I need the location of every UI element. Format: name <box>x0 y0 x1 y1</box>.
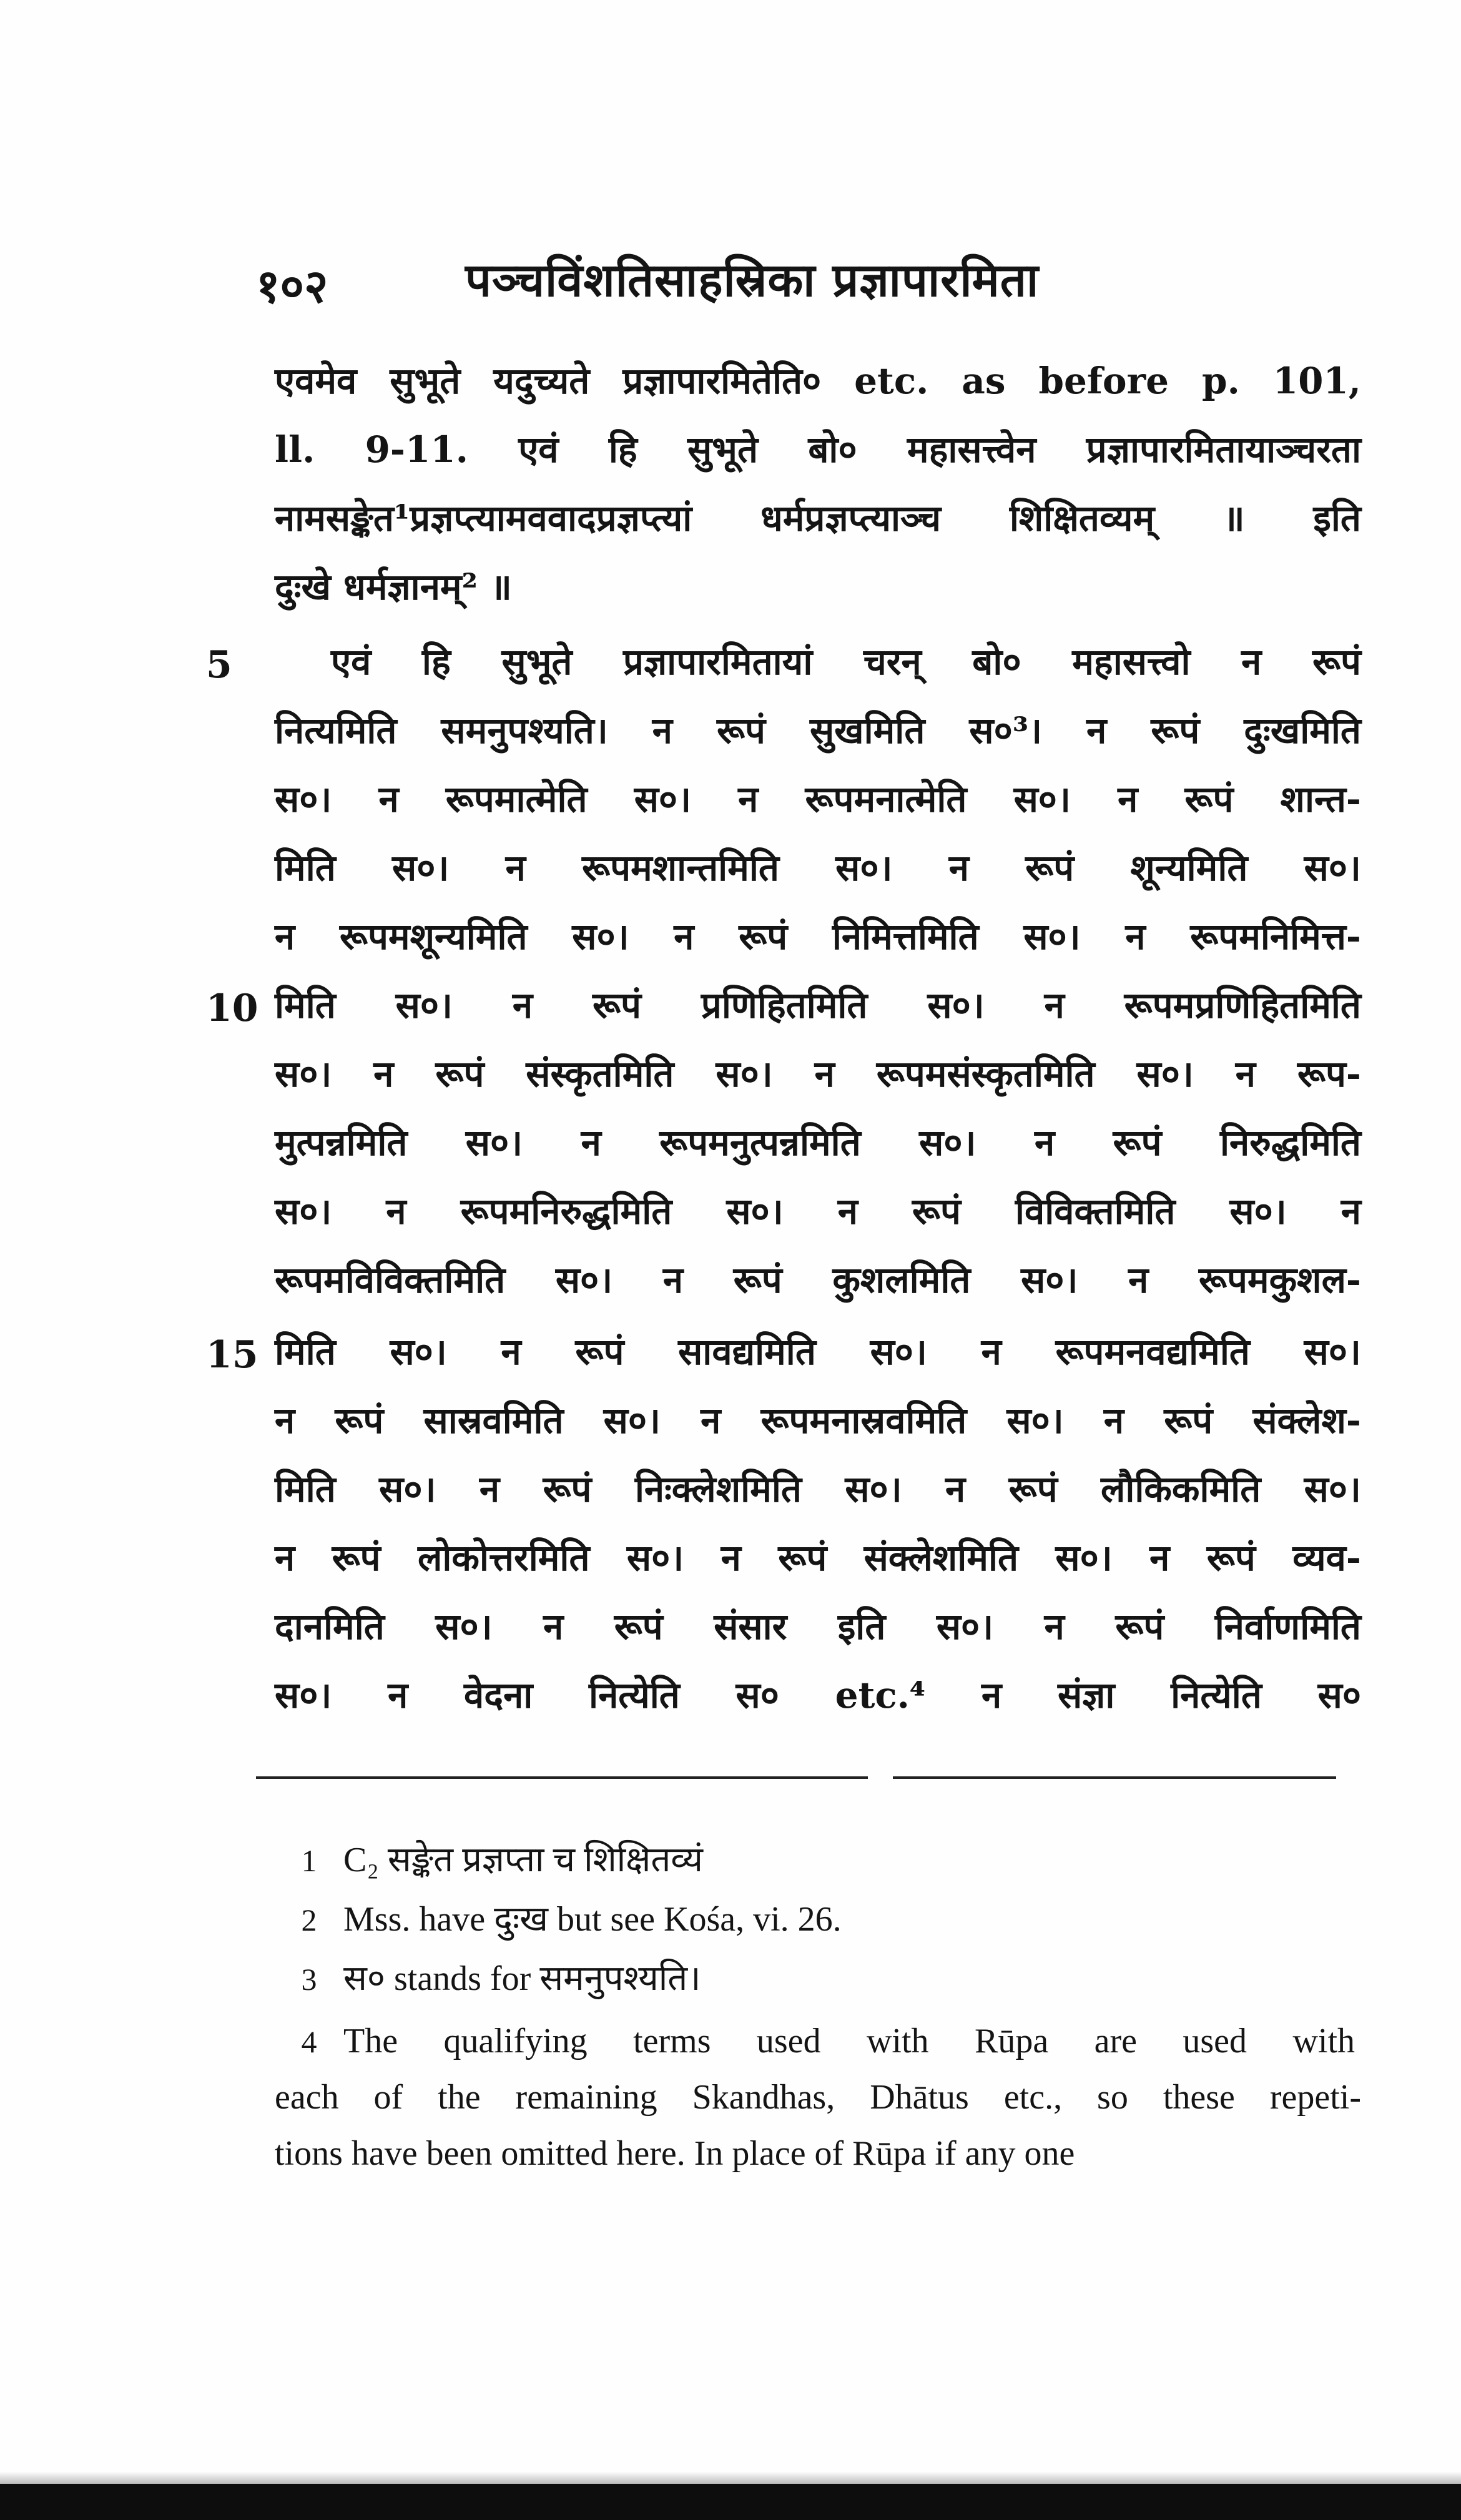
text-line: स०। न वेदना नित्येति स० etc.⁴ न संज्ञा नित्येति स० <box>275 1674 1361 1716</box>
text-line: रूपमविविक्तमिति स०। न रूपं कुशलमिति स०। न रूपमकुशल- <box>275 1259 1361 1301</box>
running-title: पञ्चविंशतिसाहस्रिका प्रज्ञापारमिता <box>465 253 1040 307</box>
text-line: नित्यमिति समनुपश्यति। न रूपं सुखमिति स०³। न रूपं दुःखमिति <box>275 709 1361 752</box>
text-line: न रूपमशून्यमिति स०। न रूपं निमित्तमिति स०। न रूपमनिमित्त- <box>275 915 1361 958</box>
scan-bottom-edge <box>0 2484 1461 2520</box>
footnote-number: 3 <box>301 1962 317 1997</box>
line-number-10: 10 <box>206 987 258 1030</box>
footnote-2 <box>275 1892 1361 1947</box>
footnote-text: Mss. have दुःख but see Kośa, vi. 26. <box>343 1900 842 1939</box>
page-header <box>256 247 1361 322</box>
text-line: मिति स०। न रूपं सावद्यमिति स०। न रूपमनवद्यमिति स०। <box>275 1331 1361 1373</box>
text-line: दानमिति स०। न रूपं संसार इति स०। न रूपं निर्वाणमिति <box>275 1605 1361 1648</box>
text-line: एवं हि सुभूते प्रज्ञापारमितायां चरन् बो० महासत्त्वो न रूपं <box>331 641 1361 683</box>
footnote-text: स० stands for समनुपश्यति। <box>343 1959 701 1998</box>
footnote-text-line: each of the remaining Skandhas, Dhātus etc., so these repeti- <box>275 2078 1361 2117</box>
text-line: दुःखे धर्मज्ञानम्² ॥ <box>275 566 512 608</box>
footnote-text: C₂ सङ्केत प्रज्ञप्ता च शिक्षितव्यं <box>343 1841 703 1879</box>
footnote-3 <box>275 1951 1361 2007</box>
line-number-15: 15 <box>206 1333 258 1377</box>
footnote-rule <box>256 1776 1336 1779</box>
footnote-4 <box>275 2014 1361 2069</box>
text-line: न रूपं लोकोत्तरमिति स०। न रूपं संक्लेशमिति स०। न रूपं व्यव- <box>275 1537 1361 1579</box>
footnote-text-line: tions have been omitted here. In place of Rūpa if any one <box>275 2134 1075 2173</box>
text-line: स०। न रूपमात्मेति स०। न रूपमनात्मेति स०। न रूपं शान्त- <box>275 778 1361 820</box>
footnote-number: 4 <box>301 2024 317 2059</box>
footnote-rule-break <box>868 1772 893 1781</box>
text-line: मिति स०। न रूपमशान्तमिति स०। न रूपं शून्यमिति स०। <box>275 847 1361 889</box>
text-line: ll. 9-11. एवं हि सुभूते बो० महासत्त्वेन प्रज्ञापारमितायाञ्चरता <box>275 428 1361 471</box>
footnote-text-line: The qualifying terms used with Rūpa are used with <box>343 2022 1355 2060</box>
footnote-1 <box>275 1833 1361 1888</box>
text-line: मिति स०। न रूपं प्रणिहितमिति स०। न रूपमप्रणिहितमिति <box>275 984 1361 1026</box>
text-line: मिति स०। न रूपं निःक्लेशमिति स०। न रूपं लौकिकमिति स०। <box>275 1468 1361 1510</box>
footnote-number: 1 <box>301 1843 317 1878</box>
text-line: नामसङ्केत¹प्रज्ञप्त्यामववादप्रज्ञप्त्यां धर्मप्रज्ञप्त्याञ्च शिक्षितव्यम् ॥ इति <box>275 497 1361 539</box>
footnote-number: 2 <box>301 1902 317 1937</box>
line-number-5: 5 <box>206 643 232 687</box>
text-line: स०। न रूपं संस्कृतमिति स०। न रूपमसंस्कृतमिति स०। न रूप- <box>275 1053 1361 1095</box>
text-line: मुत्पन्नमिति स०। न रूपमनुत्पन्नमिति स०। न रूपं निरुद्धमिति <box>275 1121 1361 1164</box>
page-number: १०२ <box>256 260 328 313</box>
scan-edge-shadow <box>0 2471 1461 2484</box>
text-line: स०। न रूपमनिरुद्धमिति स०। न रूपं विविक्तमिति स०। न <box>275 1190 1361 1233</box>
text-line: न रूपं सास्रवमिति स०। न रूपमनास्रवमिति स०। न रूपं संक्लेश- <box>275 1399 1361 1442</box>
text-line: एवमेव सुभूते यदुच्यते प्रज्ञापारमितेति० etc. as before p. 101, <box>275 360 1361 402</box>
